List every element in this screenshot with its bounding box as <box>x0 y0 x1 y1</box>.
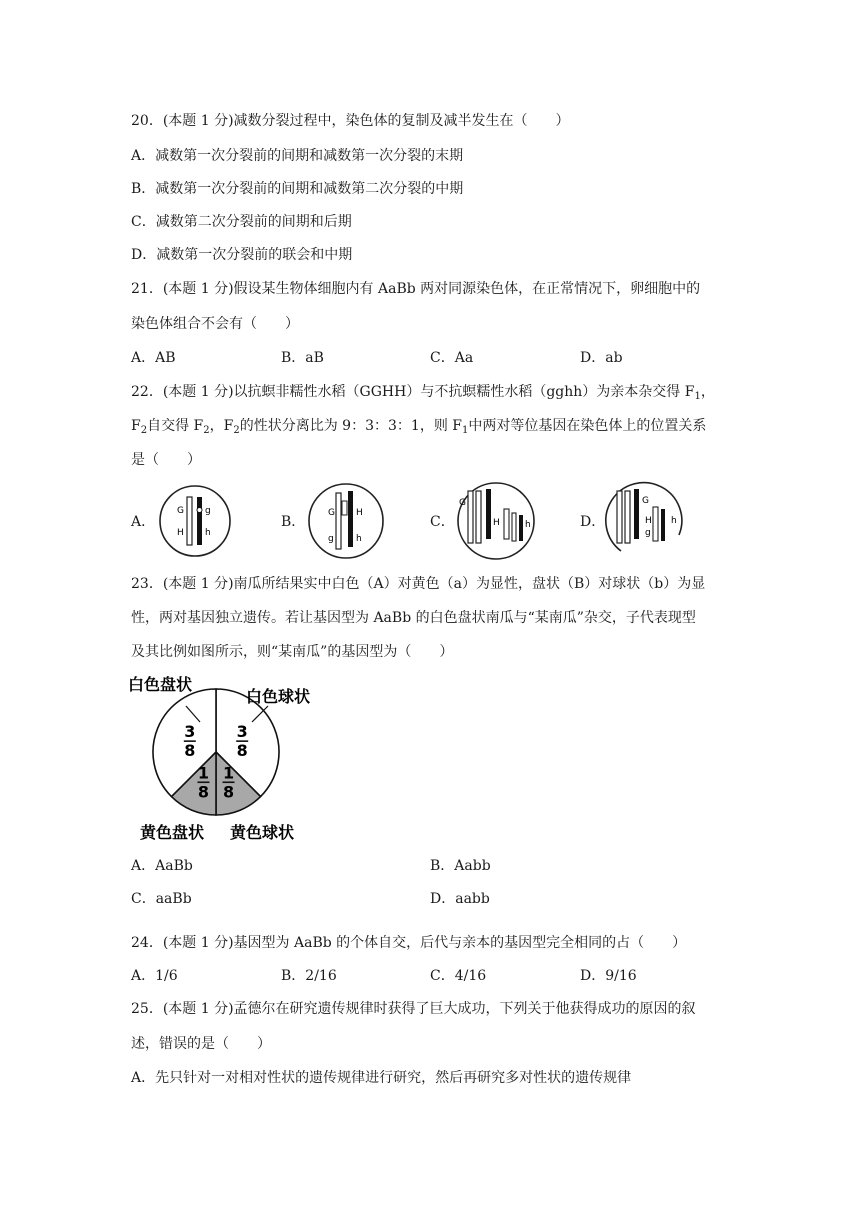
pie-frac-numerator: 1 <box>222 763 235 783</box>
gene-label: H <box>177 528 184 538</box>
q22-option-a: A． <box>131 514 156 530</box>
chromosome <box>519 515 523 541</box>
chromosome-fragment <box>342 501 347 515</box>
q25-option-a: A．先只针对一对相对性状的遗传规律进行研究，然后再研究多对性状的遗传规律 <box>131 1070 632 1086</box>
gene-label: g <box>328 534 334 544</box>
q22-option-d: D． <box>580 514 606 530</box>
q21-option-c: C．Aa <box>430 350 474 366</box>
gene-label: H <box>493 518 500 528</box>
q22-l2-text: ，F <box>209 418 234 434</box>
chromosome <box>617 491 622 543</box>
chromosome <box>476 491 481 543</box>
q24-option-d: D．9/16 <box>580 968 637 984</box>
gene-label: h <box>525 520 531 530</box>
q22-figure-b <box>306 481 386 561</box>
chromosome <box>187 497 192 545</box>
cell-outline <box>160 486 230 556</box>
chromosome <box>653 507 658 541</box>
q22-stem-line3: 是（ ） <box>131 452 201 468</box>
q22-figure-c <box>454 479 538 563</box>
q24-option-c: C．4/16 <box>430 968 487 984</box>
q20-option-c: C．减数第二次分裂前的间期和后期 <box>131 214 352 230</box>
q20-option-a: A．减数第一次分裂前的间期和减数第一次分裂的末期 <box>131 148 464 164</box>
q22-subscript: 1 <box>461 425 469 436</box>
chromosome <box>504 509 509 539</box>
gene-label: h <box>356 534 362 544</box>
q23-stem-line3: 及其比例如图所示，则“某南瓜”的基因型为（ ） <box>131 644 454 660</box>
pie-frac-numerator: 3 <box>184 722 196 742</box>
pie-label-bottom-right: 黄色球状 <box>230 823 295 842</box>
gene-label: g <box>645 528 651 538</box>
q25-stem-line2: 述，错误的是（ ） <box>131 1036 271 1052</box>
q22-subscript: 2 <box>233 425 240 436</box>
chromosome <box>348 491 353 547</box>
chromosome <box>661 509 665 541</box>
q23-option-b: B．Aabb <box>430 858 491 874</box>
gene-label: G <box>642 496 649 506</box>
pie-frac-denominator: 8 <box>184 741 196 761</box>
q23-option-a: A．AaBb <box>131 858 193 874</box>
gene-label: G <box>328 508 335 518</box>
q23-stem-line1: 23．(本题 1 分)南瓜所结果实中白色（A）对黄色（a）为显性，盘状（B）对球状（b）为显 <box>131 576 706 592</box>
q22-l2-text: 的性状分离比为 9：3：3：1，则 F <box>239 418 462 434</box>
pie-frac-denominator: 8 <box>197 782 210 802</box>
chromosome <box>468 491 473 543</box>
gene-label: G <box>459 498 466 508</box>
centromere <box>197 508 202 513</box>
q22-subscript: 2 <box>140 425 148 436</box>
q22-option-c: C． <box>430 514 455 530</box>
q21-stem-line1: 21．(本题 1 分)假设某生物体细胞内有 AaBb 两对同源染色体，在正常情况下，卵细胞中的 <box>131 281 701 297</box>
chromosome <box>634 489 639 539</box>
q21-option-b: B．aB <box>281 350 324 366</box>
q24-option-a: A．1/6 <box>131 968 178 984</box>
q24-stem: 24．(本题 1 分)基因型为 AaBb 的个体自交，后代与亲本的基因型完全相同的占（ ） <box>131 935 687 951</box>
gene-label: H <box>645 516 652 526</box>
pie-frac-denominator: 8 <box>222 782 235 802</box>
q23-option-c: C．aaBb <box>131 891 192 907</box>
q25-stem-line1: 25．(本题 1 分)孟德尔在研究遗传规律时获得了巨大成功，下列关于他获得成功的原因的叙 <box>131 1001 696 1017</box>
q22-figure-a <box>157 483 233 559</box>
q22-figure-d <box>601 479 687 563</box>
q20-option-d: D．减数第一次分裂前的联会和中期 <box>131 247 353 263</box>
chromosome <box>336 493 341 549</box>
pie-label-top-right: 白色球状 <box>246 687 311 706</box>
chromosome <box>486 489 491 539</box>
q22-stem-line1-text: 22．(本题 1 分)以抗螟非糯性水稻（GGHH）与不抗螟糯性水稻（gghh）为亲本杂交得 F <box>131 384 695 400</box>
q21-option-a: A．AB <box>131 350 176 366</box>
gene-label: H <box>356 508 363 518</box>
q23-option-d: D．aabb <box>430 891 490 907</box>
pie-frac-denominator: 8 <box>236 741 248 761</box>
pie-label-bottom-left: 黄色盘状 <box>140 823 205 842</box>
q22-l2-text: 自交得 F <box>147 418 204 434</box>
gene-label: G <box>177 506 184 516</box>
q20-stem: 20．(本题 1 分)减数分裂过程中，染色体的复制及减半发生在（ ） <box>131 113 570 129</box>
q22-l2-text: F <box>131 418 141 434</box>
q22-subscript: 1 <box>694 391 701 402</box>
chromosome <box>197 497 202 545</box>
q22-stem-line1-end: ， <box>700 384 715 400</box>
q21-option-d: D．ab <box>580 350 623 366</box>
chromosome <box>625 491 630 543</box>
cell-outline <box>309 484 383 558</box>
gene-label: h <box>205 528 211 538</box>
q24-option-b: B．2/16 <box>281 968 337 984</box>
gene-label: h <box>671 516 677 526</box>
chromosome <box>512 513 516 541</box>
q21-stem-line2: 染色体组合不会有（ ） <box>131 316 299 332</box>
q22-subscript: 2 <box>203 425 210 436</box>
q22-l2-text: 中两对等位基因在染色体上的位置关系 <box>468 418 707 434</box>
gene-label: g <box>205 506 211 516</box>
pie-frac-numerator: 3 <box>236 722 248 742</box>
pie-label-top-left: 白色盘状 <box>128 675 193 694</box>
q23-stem-line2: 性，两对基因独立遗传。若让基因型为 AaBb 的白色盘状南瓜与“某南瓜”杂交，子代表现型 <box>131 610 696 626</box>
q22-stem-line1 <box>131 382 715 407</box>
q23-pie-chart <box>120 666 340 844</box>
q22-stem-line2 <box>131 416 706 441</box>
q22-option-b: B． <box>281 514 306 530</box>
q20-option-b: B．减数第一次分裂前的间期和减数第二次分裂的中期 <box>131 181 464 197</box>
pie-frac-numerator: 1 <box>197 763 210 783</box>
